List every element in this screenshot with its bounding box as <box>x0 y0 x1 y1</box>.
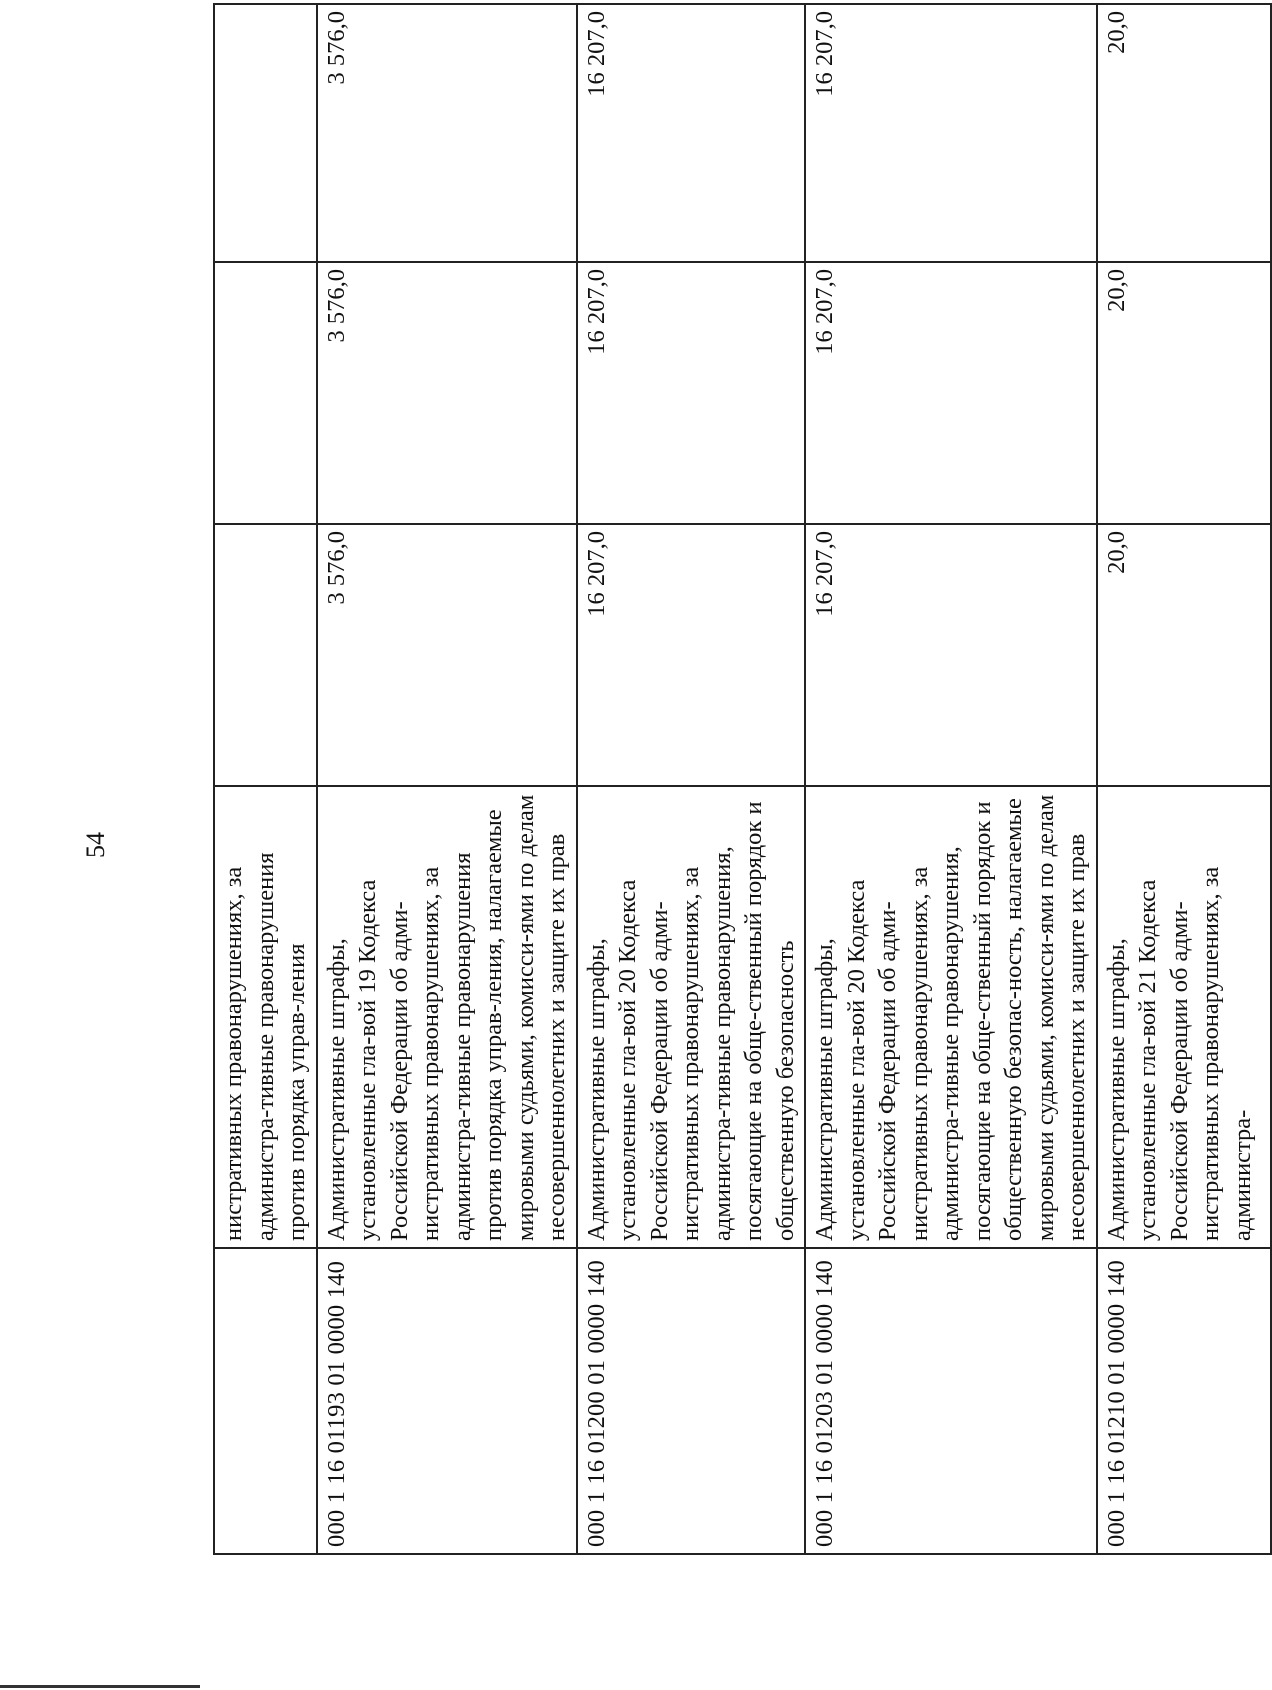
amount-year-2: 16 207,0 <box>805 262 1097 524</box>
amount-year-3 <box>214 4 317 262</box>
amount-year-3: 3 576,0 <box>317 4 577 262</box>
amount-year-2: 20,0 <box>1097 262 1271 524</box>
revenue-name: нистративных правонарушениях, за администра-тивные правонарушения против порядка управ-ления <box>214 786 317 1248</box>
table-row <box>214 4 317 1554</box>
amount-year-3: 16 207,0 <box>805 4 1097 262</box>
amount-year-1: 16 207,0 <box>805 524 1097 786</box>
table-row <box>1097 4 1271 1554</box>
table-row <box>317 4 577 1554</box>
table-row <box>577 4 806 1554</box>
revenue-name: Административные штрафы, установленные гла-вой 21 Кодекса Российской Федерации об адми-нистративных правонарушениях, за администра- <box>1097 786 1271 1248</box>
amount-year-1: 20,0 <box>1097 524 1271 786</box>
amount-year-3: 20,0 <box>1097 4 1271 262</box>
page-number: 54 <box>81 832 110 858</box>
footer-rule <box>0 1685 200 1688</box>
amount-year-2 <box>214 262 317 524</box>
rotated-table-wrapper <box>213 5 1256 1555</box>
classification-code: 000 1 16 01200 01 0000 140 <box>577 1248 806 1554</box>
amount-year-1: 3 576,0 <box>317 524 577 786</box>
classification-code: 000 1 16 01203 01 0000 140 <box>805 1248 1097 1554</box>
revenue-name: Административные штрафы, установленные гла-вой 19 Кодекса Российской Федерации об адми-нистративных правонарушениях, за администра-тивные правонарушения против порядка управ-ления, налагаемые мировыми судьями, комисси-ями по делам несовершеннолетних и защите их прав <box>317 786 577 1248</box>
amount-year-1: 16 207,0 <box>577 524 806 786</box>
amount-year-1 <box>214 524 317 786</box>
classification-code <box>214 1248 317 1554</box>
budget-table <box>213 3 1272 1555</box>
amount-year-2: 3 576,0 <box>317 262 577 524</box>
revenue-name: Административные штрафы, установленные гла-вой 20 Кодекса Российской Федерации об адми-нистративных правонарушениях, за администра-тивные правонарушения, посягающие на обще-ственный порядок и общественную безопас-ность, налагаемые мировыми судьями, комисси-ями по делам несовершеннолетних и защите их прав <box>805 786 1097 1248</box>
classification-code: 000 1 16 01193 01 0000 140 <box>317 1248 577 1554</box>
classification-code: 000 1 16 01210 01 0000 140 <box>1097 1248 1271 1554</box>
amount-year-2: 16 207,0 <box>577 262 806 524</box>
amount-year-3: 16 207,0 <box>577 4 806 262</box>
revenue-name: Административные штрафы, установленные гла-вой 20 Кодекса Российской Федерации об адми-нистративных правонарушениях, за администра-тивные правонарушения, посягающие на обще-ственный порядок и общественную безопасность <box>577 786 806 1248</box>
table-row <box>805 4 1097 1554</box>
